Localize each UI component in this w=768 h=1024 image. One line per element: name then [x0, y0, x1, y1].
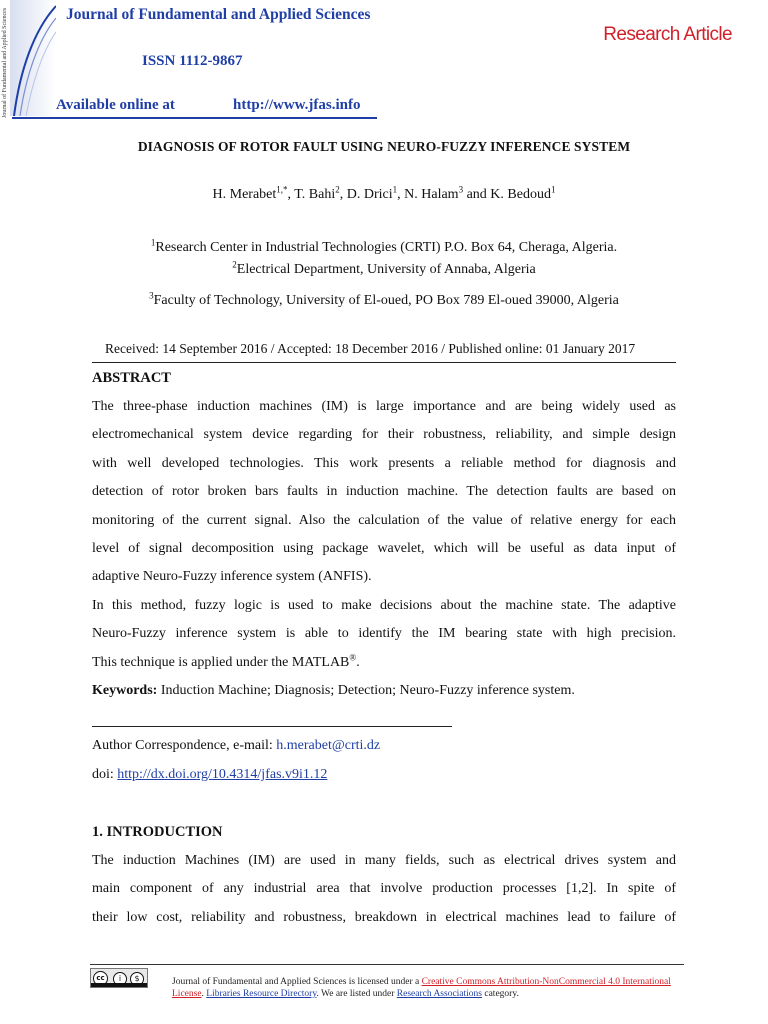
doi-line: [92, 767, 327, 783]
author-sep: ,: [339, 187, 347, 202]
registered-mark: ®: [349, 651, 357, 662]
text-line: The induction Machines (IM) are used in many fields, such as electrical drives system and: [92, 853, 676, 868]
issn: ISSN 1112-9867: [142, 53, 243, 69]
affiliation-sup: 2: [232, 259, 237, 270]
journal-logo: [4, 0, 56, 118]
abstract-paragraph-1: [92, 393, 676, 705]
attribution-icon: i: [113, 972, 127, 986]
affiliation-1: [0, 237, 768, 256]
text-line: The three-phase induction machines (IM) is large importance and are being widely used as: [92, 399, 676, 414]
introduction-heading: 1. INTRODUCTION: [92, 824, 223, 840]
text-line: electromechanical system device regarding for their robustness, reliability, and simple design: [92, 427, 676, 443]
footer-text: category.: [482, 989, 519, 999]
article-type-label: Research Article: [603, 24, 732, 45]
author-sep: ,: [287, 187, 295, 202]
text-line: Neuro-Fuzzy inference system is able to identify the IM bearing state with high precision.: [92, 626, 676, 642]
dates-rule: [92, 362, 676, 363]
affiliation-text: Faculty of Technology, University of El-oued, PO Box 789 El-oued 39000, Algeria: [153, 293, 619, 308]
author-sup: 1,*: [276, 184, 288, 195]
author-name: K. Bedoud: [490, 187, 551, 202]
doi-link[interactable]: http://dx.doi.org/10.4314/jfas.v9i1.12: [117, 767, 328, 782]
author-name: T. Bahi: [294, 187, 336, 202]
noncommercial-icon: $: [130, 972, 144, 986]
footer-text: . We are listed under: [316, 989, 397, 999]
keywords-label: Keywords:: [92, 682, 158, 698]
text-line: detection of rotor broken bars faults in induction machine. The detection faults are based on: [92, 484, 676, 500]
footer-text: Journal of Fundamental and Applied Sciences is licensed under a: [172, 977, 422, 987]
author-correspondence: [92, 738, 380, 754]
footer-rule: [90, 964, 684, 965]
license-footer-text: [172, 976, 684, 1000]
license-link[interactable]: Creative Commons Attribution-NonCommercial 4.0 International License: [172, 977, 671, 999]
affiliation-text: Electrical Department, University of Annaba, Algeria: [236, 262, 536, 277]
available-online-label: Available online at: [56, 97, 175, 113]
abstract-heading: ABSTRACT: [92, 370, 171, 386]
author-name: N. Halam: [404, 187, 459, 202]
paper-title: DIAGNOSIS OF ROTOR FAULT USING NEURO-FUZZY INFERENCE SYSTEM: [137, 139, 631, 154]
cc-icon: cc: [93, 971, 108, 986]
affiliation-sup: 3: [149, 290, 154, 301]
author-sup: 1: [550, 184, 556, 195]
introduction-paragraph: [92, 847, 676, 932]
text-line: with well developed technologies. This work presents a reliable method for diagnosis and: [92, 455, 676, 471]
doi-label: doi:: [92, 767, 118, 782]
journal-url-link[interactable]: http://www.jfas.info: [233, 97, 361, 113]
publication-dates: Received: 14 September 2016 / Accepted: 18 December 2016 / Published online: 01 January 2017: [105, 341, 636, 356]
author-list: [0, 184, 768, 203]
author-sup: 3: [458, 184, 464, 195]
affiliation-3: [0, 290, 768, 309]
email-link[interactable]: h.merabet@crti.dz: [276, 738, 381, 753]
footnote-rule: [92, 726, 452, 727]
text-line: adaptive Neuro-Fuzzy inference system (ANFIS).: [92, 569, 372, 585]
journal-title: Journal of Fundamental and Applied Sciences: [66, 6, 371, 23]
keywords-text: Induction Machine; Diagnosis; Detection; Neuro-Fuzzy inference system.: [157, 682, 575, 698]
cc-license-badge[interactable]: [90, 968, 148, 988]
text-line: monitoring of the current signal. Also the calculation of the value of relative energy for each: [92, 512, 676, 528]
text-line: main component of any industrial area that involve production processes [1,2]. In spite of: [92, 881, 676, 897]
author-sup: 2: [335, 184, 340, 195]
badge-strip: [91, 983, 147, 987]
affiliation-2: [0, 259, 768, 278]
author-sep: ,: [397, 187, 405, 202]
logo-vertical-text: Journal of Fundamental and Applied Sciences: [2, 7, 8, 118]
author-name: H. Merabet: [212, 187, 277, 202]
text-line: level of signal decomposition using package wavelet, which will be useful as data input of: [92, 540, 676, 556]
header-rule: [12, 117, 377, 119]
research-associations-link[interactable]: Research Associations: [396, 989, 482, 999]
text-line: their low cost, reliability and robustness, breakdown in electrical machines lead to failure of: [92, 909, 676, 925]
author-sep: and: [463, 187, 491, 202]
matlab-line: [92, 649, 676, 677]
affiliation-sup: 1: [150, 237, 156, 248]
affiliation-text: Research Center in Industrial Technologies (CRTI) P.O. Box 64, Cheraga, Algeria.: [155, 240, 618, 255]
matlab-period: .: [356, 654, 360, 670]
text-line: In this method, fuzzy logic is used to make decisions about the machine state. The adaptive: [92, 597, 676, 613]
matlab-text: This technique is applied under the MATLAB: [92, 654, 350, 670]
footer-text: .: [201, 989, 207, 999]
author-name: D. Drici: [346, 187, 393, 202]
keywords-line: [92, 677, 676, 705]
libraries-directory-link[interactable]: Libraries Resource Directory: [206, 989, 317, 999]
correspondence-label: Author Correspondence, e-mail:: [92, 738, 277, 753]
author-sup: 1: [392, 184, 398, 195]
